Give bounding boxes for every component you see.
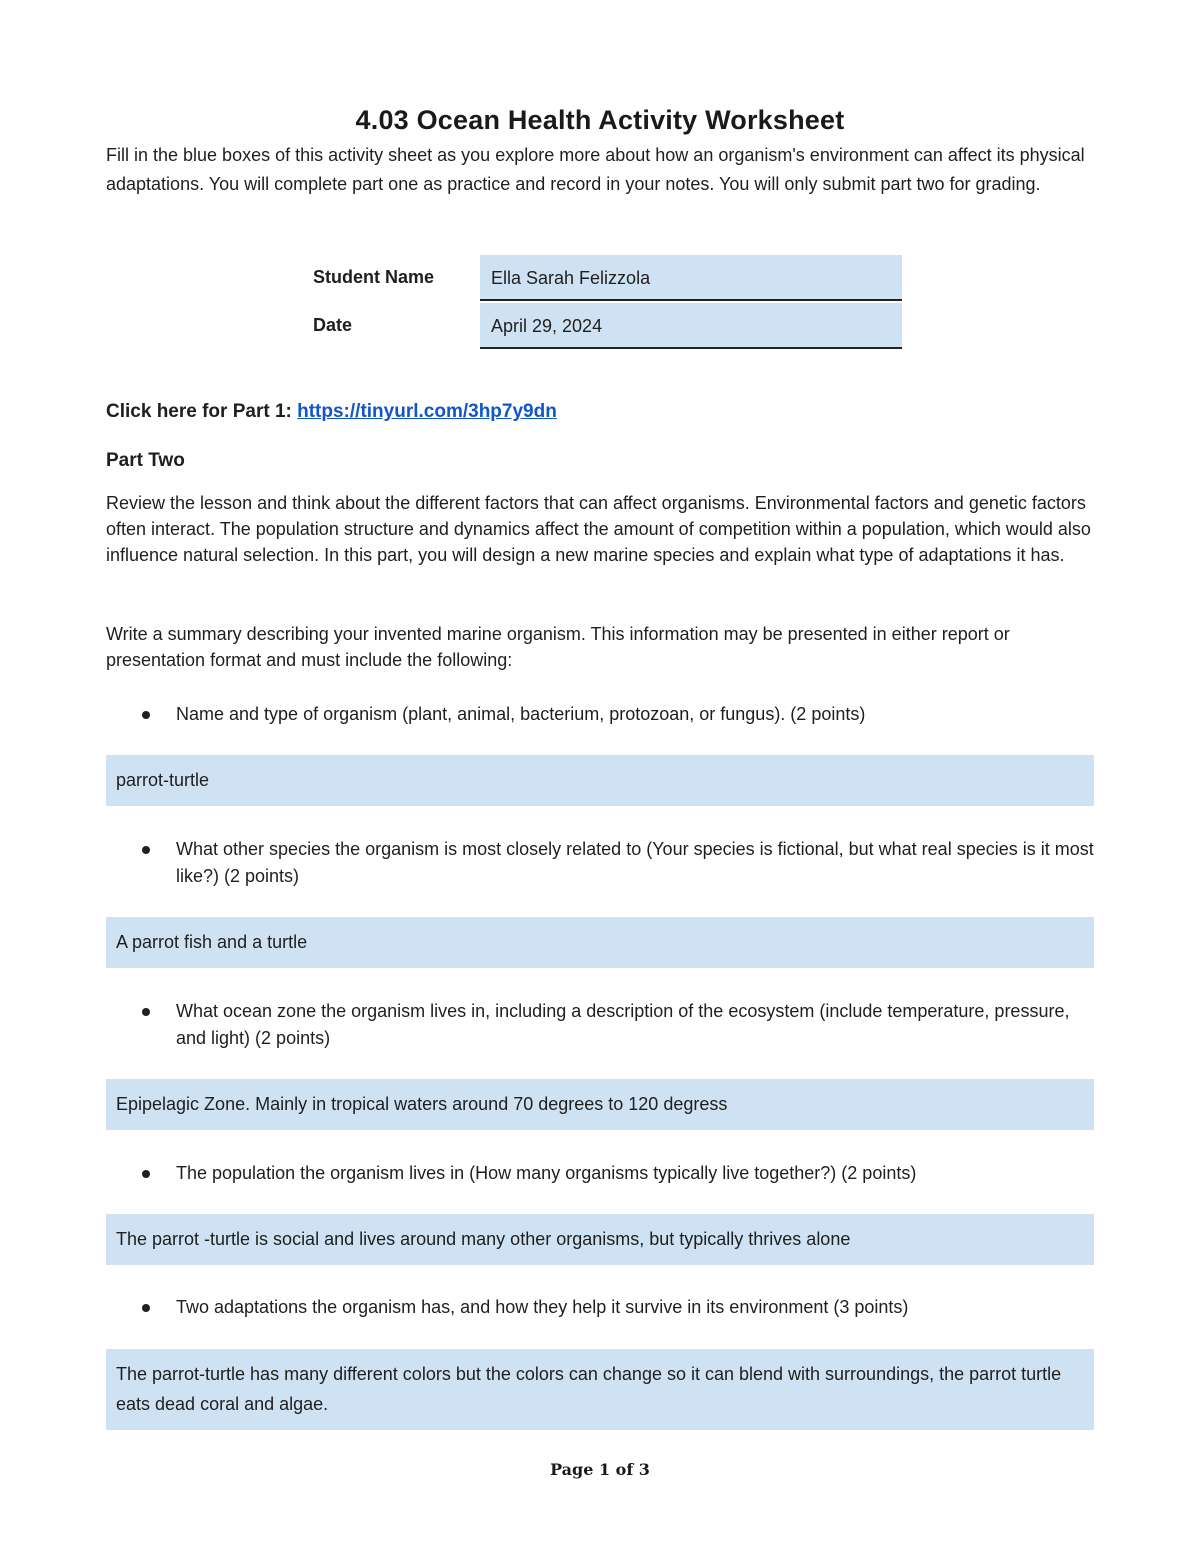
part2-paragraph-2: Write a summary describing your invented marine organism. This information may be presented in either report or presentation format and must include the following: <box>106 624 1010 670</box>
answer-box-2[interactable]: A parrot fish and a turtle <box>106 917 1094 968</box>
bullet-icon <box>142 1304 150 1312</box>
part1-link[interactable]: https://tinyurl.com/3hp7y9dn <box>297 401 557 422</box>
part1-line <box>106 401 557 423</box>
bullet-icon <box>142 711 150 719</box>
item-prompt: Two adaptations the organism has, and how they help it survive in its environment (3 points) <box>176 1297 909 1317</box>
bullet-icon <box>142 1008 150 1016</box>
bullet-icon <box>142 1170 150 1178</box>
intro-text: Fill in the blue boxes of this activity sheet as you explore more about how an organism's environment can affect its physical adaptations. You will complete part one as practice and record in your notes. You will only submit part two for grading. <box>106 145 1085 194</box>
answer-box-4[interactable]: The parrot -turtle is social and lives around many other organisms, but typically thrives alone <box>106 1214 1094 1265</box>
answer-box-3[interactable]: Epipelagic Zone. Mainly in tropical waters around 70 degrees to 120 degress <box>106 1079 1094 1130</box>
item-prompt: What other species the organism is most closely related to (Your species is fictional, but what real species is it most like?) (2 points) <box>176 839 1094 886</box>
part1-label: Click here for Part 1: <box>106 401 292 422</box>
item-prompt: Name and type of organism (plant, animal, bacterium, protozoan, or fungus). (2 points) <box>176 704 866 724</box>
intro-paragraph <box>106 141 1106 199</box>
item-prompt: The population the organism lives in (How many organisms typically live together?) (2 points) <box>176 1163 917 1183</box>
answer-box-5[interactable]: The parrot-turtle has many different colors but the colors can change so it can blend with surroundings, the parrot turtle eats dead coral and algae. <box>106 1349 1094 1430</box>
answer-box-1[interactable]: parrot-turtle <box>106 755 1094 806</box>
part2-heading: Part Two <box>106 450 185 471</box>
date-field[interactable]: April 29, 2024 <box>480 303 902 349</box>
student-name-label: Student Name <box>313 267 435 287</box>
page-title: 4.03 Ocean Health Activity Worksheet <box>355 105 845 135</box>
item-prompt: What ocean zone the organism lives in, including a description of the ecosystem (include temperature, pressure, and light) (2 points) <box>176 1001 1070 1048</box>
student-name-field[interactable]: Ella Sarah Felizzola <box>480 255 902 301</box>
page-number: Page 1 of 3 <box>550 1460 650 1479</box>
date-label: Date <box>313 315 353 335</box>
part2-paragraph-1: Review the lesson and think about the different factors that can affect organisms. Environmental factors and genetic factors often interact. The population structure and dynamics affect the amount of competition within a population, which would also influence natural selection. In this part, you will design a new marine species and explain what type of adaptations it has. <box>106 493 1091 565</box>
bullet-icon <box>142 846 150 854</box>
